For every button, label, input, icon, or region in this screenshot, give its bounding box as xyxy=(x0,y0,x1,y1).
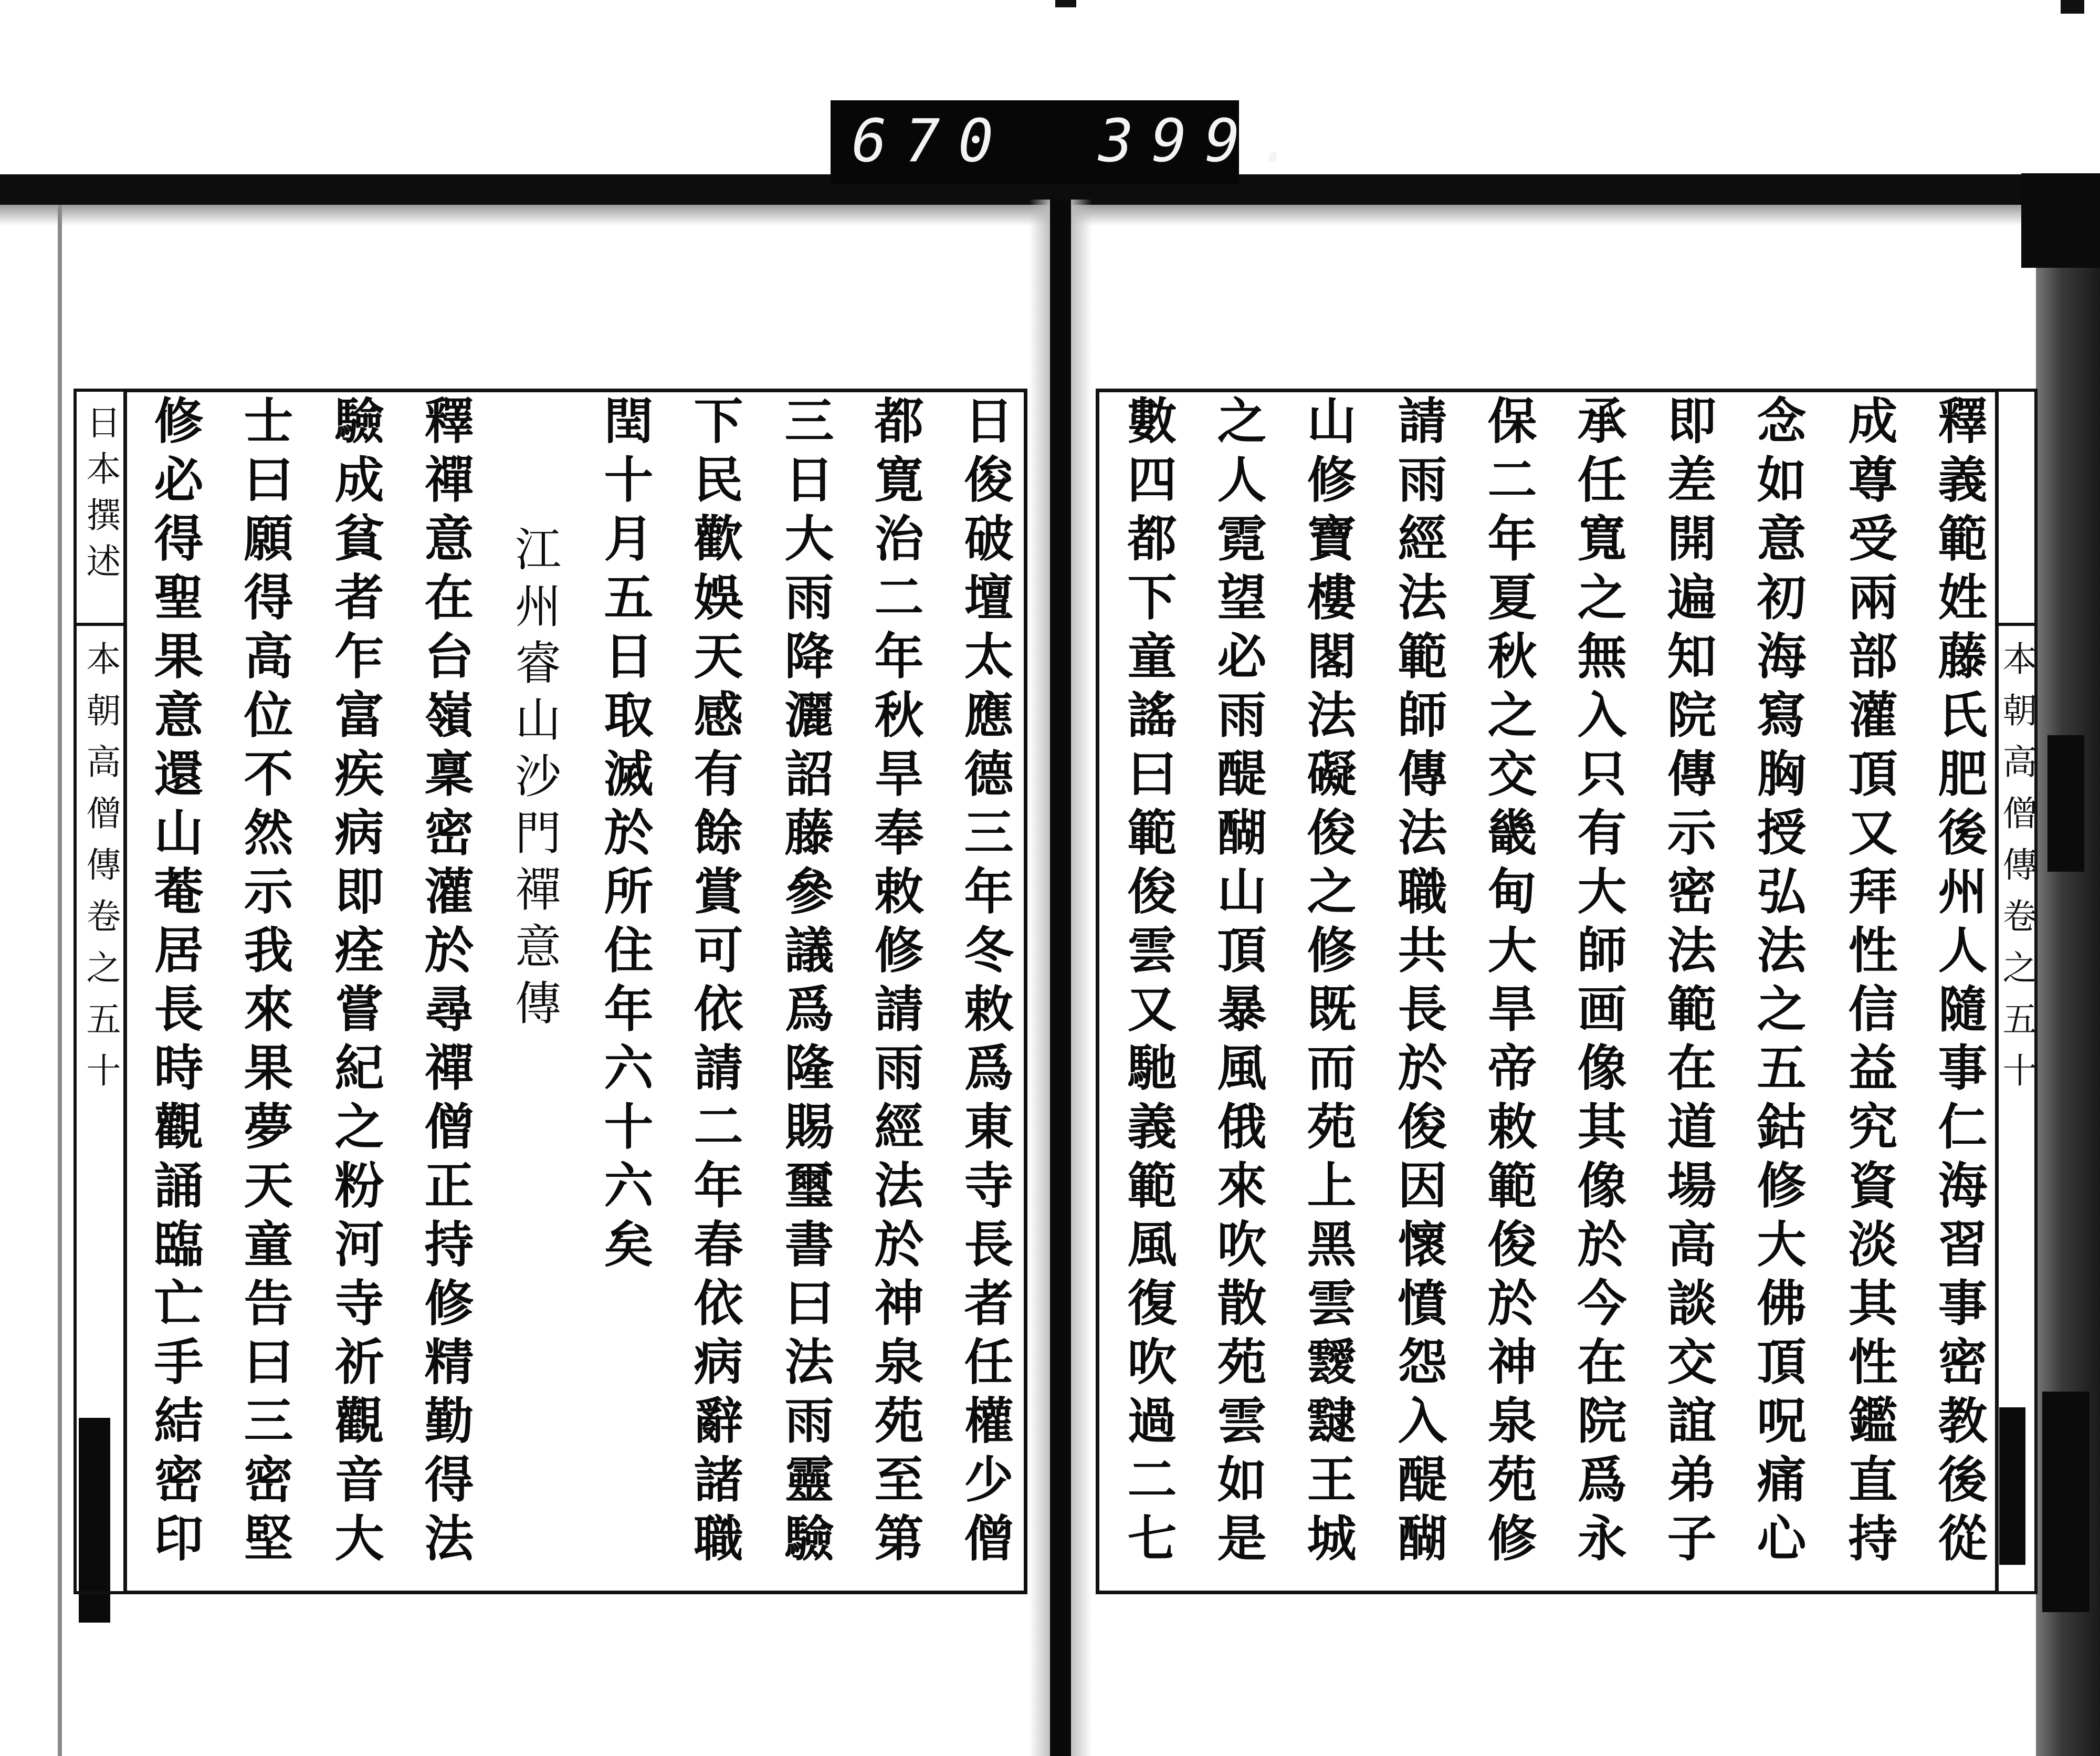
text-column: 修必得聖果意還山菴居長時觀誦臨亡手結密印 xyxy=(145,395,203,1571)
text-column: 日俊破壇太應德三年冬敕爲東寺長者任權少僧 xyxy=(956,395,1013,1571)
left-strip-divider xyxy=(74,623,127,626)
text-column: 之人霓望必雨醍醐山頂暴風俄來吹散苑雲如是 xyxy=(1209,395,1266,1571)
left-margin-top: 日本撰述 xyxy=(80,404,121,589)
top-scan-mark xyxy=(2061,0,2084,14)
left-margin-title: 本朝高僧傳卷之五十 xyxy=(80,641,121,1104)
text-column: 三日大雨降灑詔藤參議爲隆賜璽書曰法雨靈驗 xyxy=(776,395,834,1571)
catalogue-label xyxy=(831,100,1311,184)
edge-blot xyxy=(2021,173,2100,268)
text-column: 閏十月五日取滅於所住年六十六矣 xyxy=(595,395,653,1277)
text-column: 念如意初海寫胸授弘法之五鈷修大佛頂呪痛心 xyxy=(1748,395,1806,1571)
entry-title: 江州睿山沙門禪意傳 xyxy=(508,525,562,1036)
text-column: 山修寶樓閣法礙俊之修既而苑上黑雲靉靆王城 xyxy=(1298,395,1356,1571)
edge-blot xyxy=(2048,735,2084,872)
text-column: 請雨經法範師傳法職共長於俊因懷憤怨入醍醐 xyxy=(1389,395,1447,1571)
left-page-edge xyxy=(58,205,62,1756)
text-column: 釋義範姓藤氏肥後州人隨事仁海習事密教後從 xyxy=(1929,395,1987,1571)
text-column: 即差開遍知院傳示密法範在道場高談交誼弟子 xyxy=(1658,395,1716,1571)
text-column: 下民歡娛天感有餘賞可依請二年春依病辭諸職 xyxy=(685,395,743,1571)
text-column: 都寛治二年秋旱奉敕修請雨經法於神泉苑至第 xyxy=(866,395,923,1571)
center-gutter xyxy=(1050,200,1071,1756)
text-column: 保二年夏秋之交畿甸大旱帝敕範俊於神泉苑修 xyxy=(1479,395,1537,1571)
top-scan-mark xyxy=(1055,0,1076,7)
edge-blot xyxy=(2042,1392,2090,1612)
text-column: 數四都下童謠曰範俊雲又馳義範風復吹過二七 xyxy=(1119,395,1177,1571)
text-column: 承任寬之無入只有大師画像其像於今在院爲永 xyxy=(1569,395,1626,1571)
right-strip-divider xyxy=(1996,623,2038,626)
text-column: 士曰願得高位不然示我來果夢天童告曰三密堅 xyxy=(235,395,293,1571)
label-number-right: 399. xyxy=(1098,107,1311,175)
label-number-left: 670 xyxy=(852,107,1012,175)
text-column: 驗成貧者乍富疾病即痊嘗紀之粉河寺祈觀音大 xyxy=(326,395,384,1571)
right-margin-title: 本朝高僧傳卷之五十 xyxy=(1997,641,2037,1104)
text-column: 成尊受兩部灌頂又拜性信益究資淡其性鑑直持 xyxy=(1840,395,1897,1571)
text-column: 釋禪意在台嶺稟密灌於尋禪僧正持修精勤得法 xyxy=(416,395,474,1571)
